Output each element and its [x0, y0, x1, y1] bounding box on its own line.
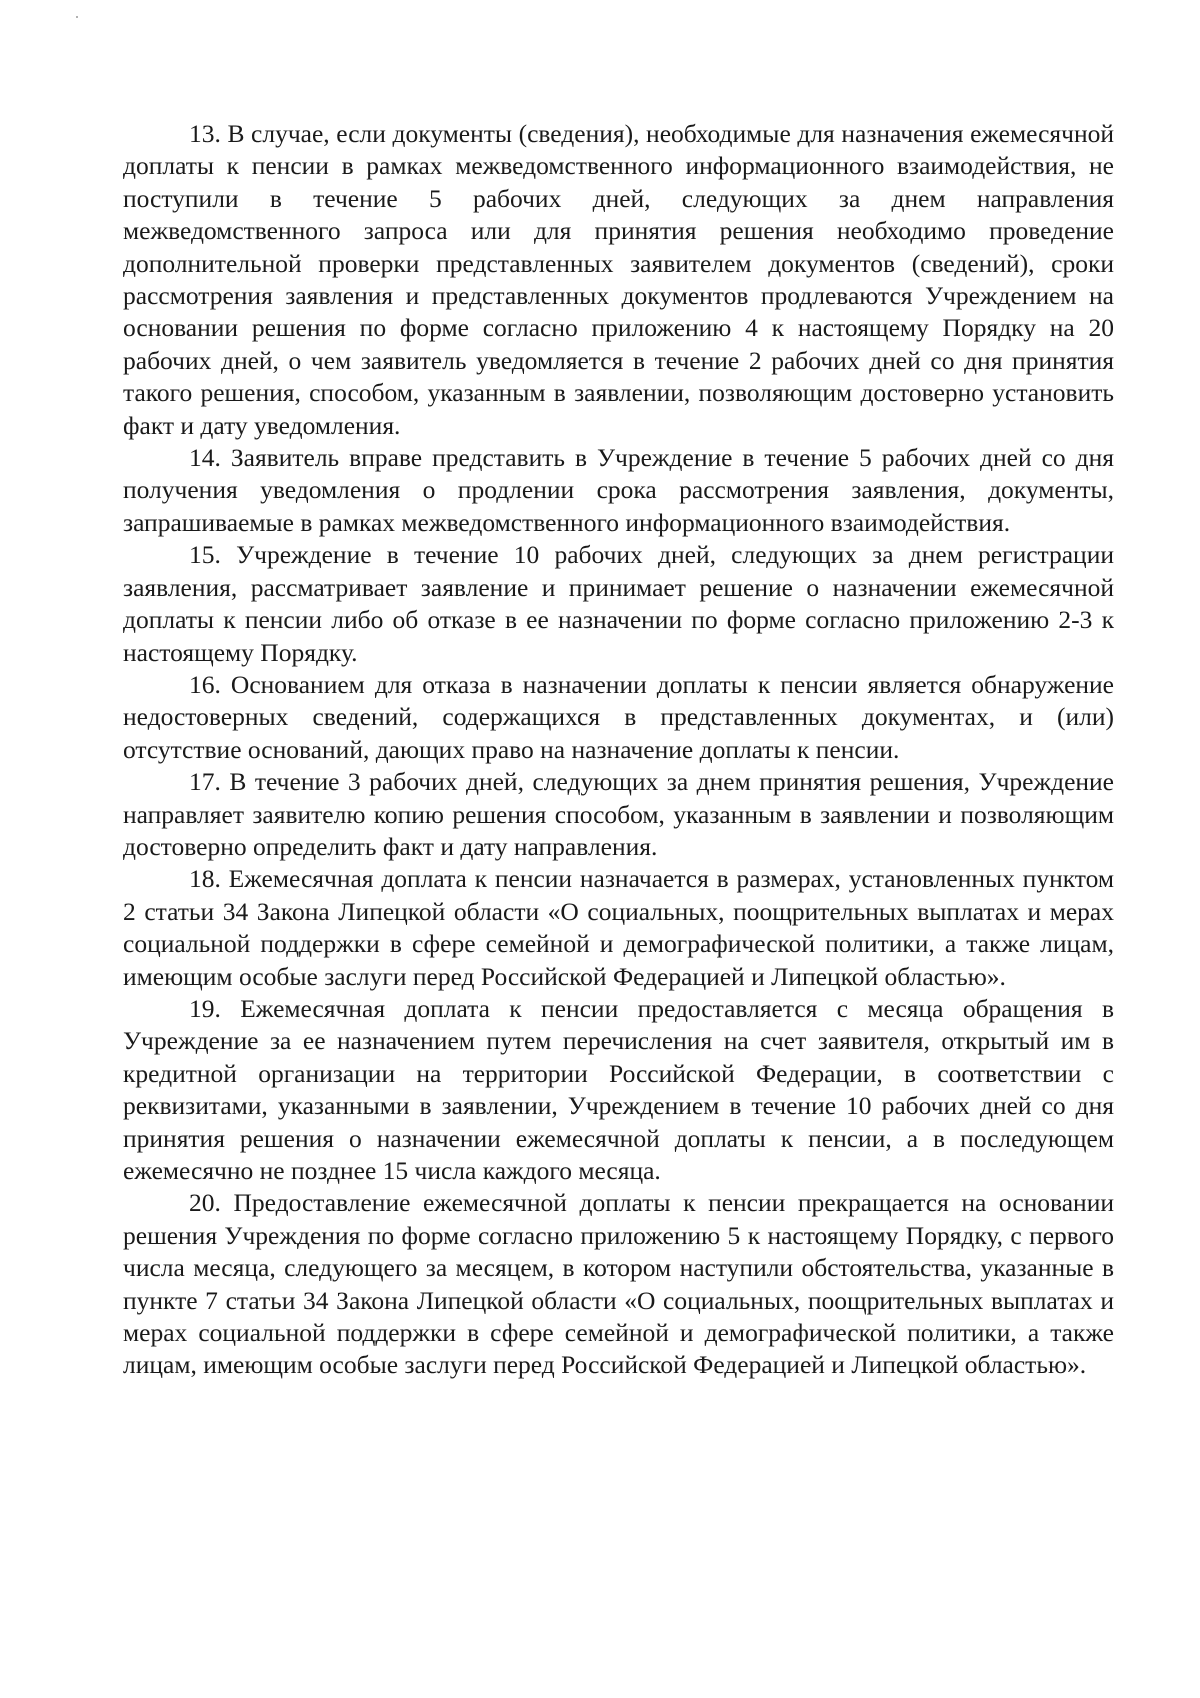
paragraph-14: 14. Заявитель вправе представить в Учреждение в течение 5 рабочих дней со дня получения уведомления о продлении срока рассмотрения заявления, документы, запрашиваемые в рамках межведомственного информационного взаимодействия.	[123, 443, 1114, 537]
paragraph-17: 17. В течение 3 рабочих дней, следующих за днем принятия решения, Учреждение направляет заявителю копию решения способом, указанным в заявлении и позволяющим достоверно определить факт и дату направления.	[123, 767, 1114, 861]
paragraph-13: 13. В случае, если документы (сведения), необходимые для назначения ежемесячной доплаты к пенсии в рамках межведомственного информационного взаимодействия, не поступили в течение 5 рабочих дней, следующих за днем направления межведомственного запроса или для принятия решения необходимо проведение дополнительной проверки представленных заявителем документов (сведений), сроки рассмотрения заявления и представленных документов продлеваются Учреждением на основании решения по форме согласно приложению 4 к настоящему Порядку на 20 рабочих дней, о чем заявитель уведомляется в течение 2 рабочих дней со дня принятия такого решения, способом, указанным в заявлении, позволяющим достоверно установить факт и дату уведомления.	[123, 119, 1114, 440]
paragraph-15: 15. Учреждение в течение 10 рабочих дней, следующих за днем регистрации заявления, рассматривает заявление и принимает решение о назначении ежемесячной доплаты к пенсии либо об отказе в ее назначении по форме согласно приложению 2-3 к настоящему Порядку.	[123, 540, 1114, 667]
paragraph-16: 16. Основанием для отказа в назначении доплаты к пенсии является обнаружение недостоверных сведений, содержащихся в представленных документах, и (или) отсутствие оснований, дающих право на назначение доплаты к пенсии.	[123, 669, 1114, 764]
document-body	[123, 118, 1114, 1382]
paragraph-20: 20. Предоставление ежемесячной доплаты к пенсии прекращается на основании решения Учреждения по форме согласно приложению 5 к настоящему Порядку, с первого числа месяца, следующего за месяцем, в котором наступили обстоятельства, указанные в пункте 7 статьи 34 Закона Липецкой области «О социальных, поощрительных выплатах и мерах социальной поддержки в сфере семейной и демографической политики, а также лицам, имеющим особые заслуги перед Российской Федерацией и Липецкой областью».	[123, 1188, 1114, 1380]
paragraph-18: 18. Ежемесячная доплата к пенсии назначается в размерах, установленных пунктом 2 статьи 34 Закона Липецкой области «О социальных, поощрительных выплатах и мерах социальной поддержки в сфере семейной и демографической политики, а также лицам, имеющим особые заслуги перед Российской Федерацией и Липецкой областью».	[123, 864, 1114, 991]
scan-artifact-dot	[76, 16, 78, 18]
paragraph-19: 19. Ежемесячная доплата к пенсии предоставляется с месяца обращения в Учреждение за ее назначением путем перечисления на счет заявителя, открытый им в кредитной организации на территории Российской Федерации, в соответствии с реквизитами, указанными в заявлении, Учреждением в течение 10 рабочих дней со дня принятия решения о назначении ежемесячной доплаты к пенсии, а в последующем ежемесячно не позднее 15 числа каждого месяца.	[123, 993, 1114, 1185]
